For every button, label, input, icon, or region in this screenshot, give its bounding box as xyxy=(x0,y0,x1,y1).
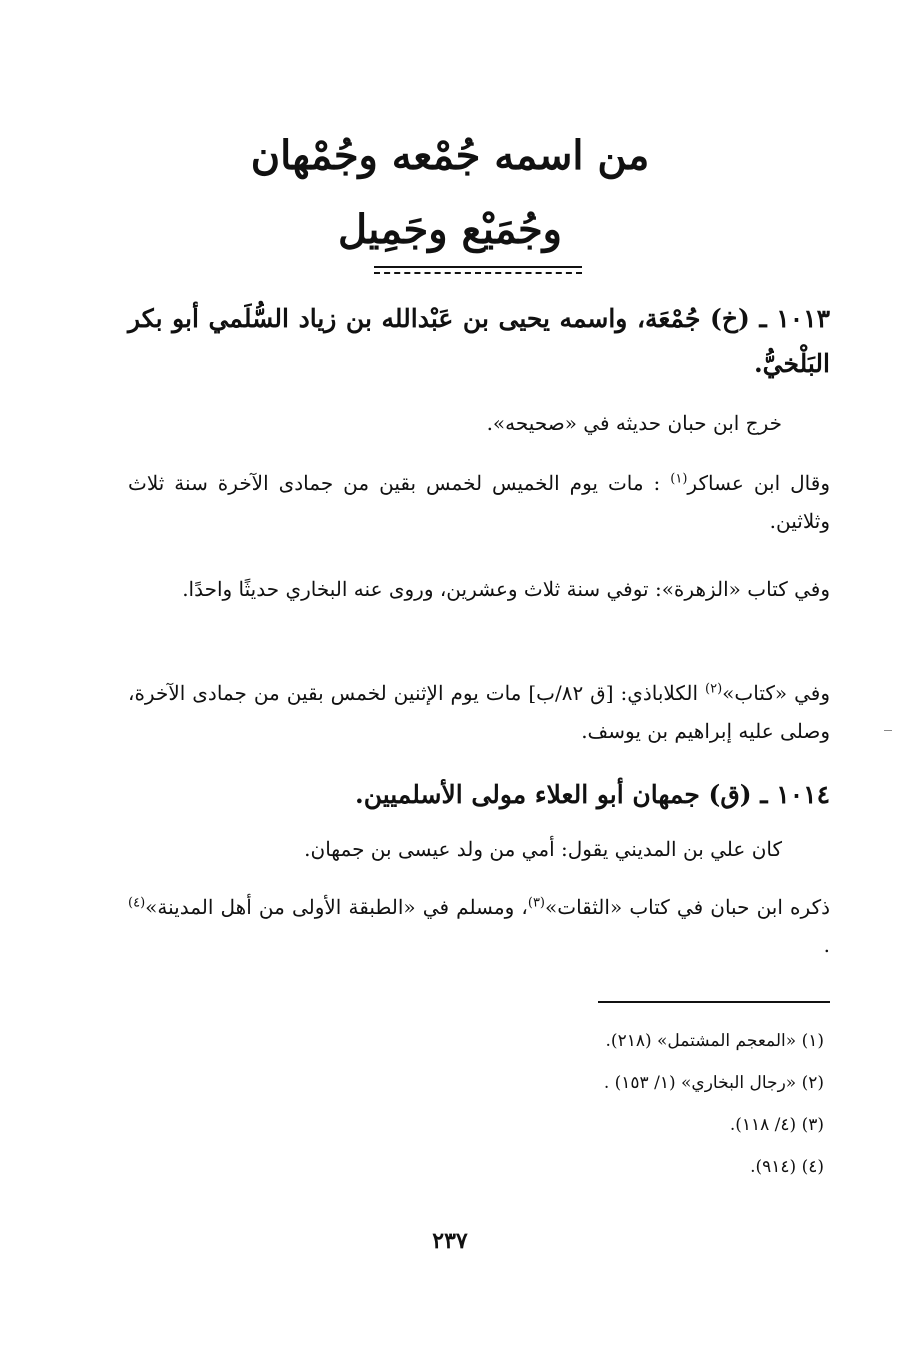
footnote-2: (٢) «رجال البخاري» (١/ ١٥٣) . xyxy=(603,1073,824,1093)
footnote-ref-3: (٣) xyxy=(527,895,545,911)
paragraph-ibn-madini: كان علي بن المديني يقول: أمي من ولد عيسى بن جمهان. xyxy=(304,837,782,861)
paragraph-text: . xyxy=(823,933,830,957)
paragraph-text: الكلاباذي: [ق ٨٢/ب] مات يوم الإثنين لخمس بقين من جمادى الآخرة، وصلى عليه إبراهيم بن يوسف. xyxy=(128,681,830,743)
paragraph-text: : مات يوم الخميس لخمس بقين من جمادى الآخرة سنة ثلاث وثلاثين. xyxy=(128,471,830,533)
paragraph-text: ، ومسلم في «الطبقة الأولى من أهل المدينة» xyxy=(145,895,528,919)
entry-title-1013: ١٠١٣ ـ (خ) جُمْعَة، واسمه يحيى بن عَبْدالله بن زياد السُّلَمي أبو بكر البَلْخيُّ. xyxy=(128,304,830,378)
paragraph-text: وقال ابن عساكر xyxy=(687,471,830,495)
heading-divider xyxy=(374,266,582,268)
footnote-1: (١) «المعجم المشتمل» (٢١٨). xyxy=(605,1031,824,1051)
footnote-divider xyxy=(598,1001,830,1003)
margin-mark xyxy=(884,730,892,731)
footnote-ref-2: (٢) xyxy=(705,681,723,697)
footnote-3: (٣) (٤/ ١١٨). xyxy=(729,1115,824,1135)
page-number: ٢٣٧ xyxy=(432,1228,468,1254)
footnote-ref-4: (٤) xyxy=(128,895,146,911)
paragraph-text: وفي «كتاب» xyxy=(722,681,830,705)
footnote-4: (٤) (٩١٤). xyxy=(750,1157,824,1177)
footnotes xyxy=(300,1020,824,1188)
entry-title-1014: ١٠١٤ ـ (ق) جمهان أبو العلاء مولى الأسلميين. xyxy=(354,780,830,809)
paragraph-zahra: وفي كتاب «الزهرة»: توفي سنة ثلاث وعشرين، وروى عنه البخاري حديثًا واحدًا. xyxy=(182,577,830,601)
footnote-ref-1: (١) xyxy=(670,471,688,487)
chapter-heading-line-2: وجُمَيْع وجَمِيل xyxy=(338,206,562,253)
paragraph-kalabadhi xyxy=(128,674,830,750)
paragraph-thiqat xyxy=(128,888,830,964)
chapter-heading-line-1: من اسمه جُمْعه وجُمْهان xyxy=(250,132,650,179)
heading-divider-dashed xyxy=(374,272,582,274)
paragraph-ibn-asakir xyxy=(128,464,830,540)
paragraph-text: ذكره ابن حبان في كتاب «الثقات» xyxy=(545,895,830,919)
paragraph-ibn-hibban: خرج ابن حبان حديثه في «صحيحه». xyxy=(486,411,782,435)
